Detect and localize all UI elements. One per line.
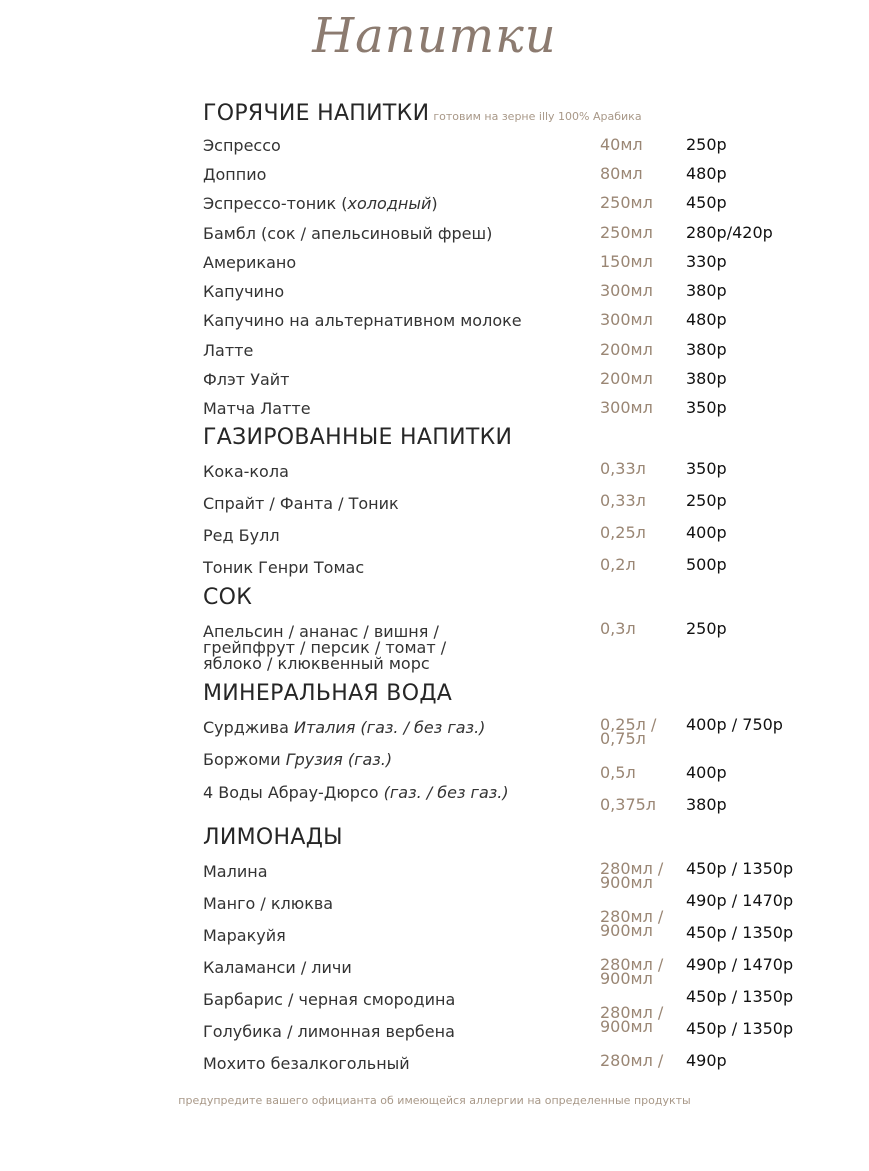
menu-item-name: Боржоми Грузия (газ.) bbox=[203, 750, 393, 769]
menu-item-price: 450р / 1350р bbox=[686, 1019, 794, 1038]
section-title-hot-drinks bbox=[203, 101, 642, 126]
menu-item-volume: 300мл bbox=[600, 281, 653, 300]
menu-item-volume: 0,3л bbox=[600, 619, 636, 638]
menu-item-price: 330р bbox=[686, 252, 727, 271]
menu-item-name: Доппио bbox=[203, 165, 267, 184]
menu-item-name: Эспрессо bbox=[203, 136, 281, 155]
menu-item-volume: 300мл bbox=[600, 398, 653, 417]
menu-item-name: Спрайт / Фанта / Тоник bbox=[203, 494, 399, 513]
menu-item-price: 400р bbox=[686, 523, 727, 542]
menu-item-price: 480р bbox=[686, 310, 727, 329]
menu-item-price: 380р bbox=[686, 340, 727, 359]
menu-item-volume: 200мл bbox=[600, 369, 653, 388]
menu-item-price: 450р / 1350р bbox=[686, 987, 794, 1006]
section-title-water: МИНЕРАЛЬНАЯ ВОДА bbox=[203, 681, 453, 706]
menu-item-price: 250р bbox=[686, 135, 727, 154]
allergy-note: предупредите вашего официанта об имеющейся аллергии на определенные продукты bbox=[178, 1094, 691, 1107]
menu-item-price: 450р / 1350р bbox=[686, 859, 794, 878]
menu-item-price: 380р bbox=[686, 369, 727, 388]
section-hot-title: ГОРЯЧИЕ НАПИТКИ bbox=[203, 101, 430, 126]
menu-item-name: Латте bbox=[203, 341, 254, 360]
menu-item-name: Барбарис / черная смородина bbox=[203, 990, 456, 1009]
menu-item-volume: 250мл bbox=[600, 193, 653, 212]
menu-item-price: 280р/420р bbox=[686, 223, 773, 242]
menu-item-volume: 280мл / 900мл bbox=[600, 859, 664, 892]
menu-item-name: Каламанси / личи bbox=[203, 958, 352, 977]
menu-item-name: Матча Латте bbox=[203, 399, 311, 418]
section-title-soda: ГАЗИРОВАННЫЕ НАПИТКИ bbox=[203, 425, 513, 450]
menu-item-volume: 200мл bbox=[600, 340, 653, 359]
menu-item-volume: 300мл bbox=[600, 310, 653, 329]
menu-item-price: 490р / 1470р bbox=[686, 955, 794, 974]
menu-item-name: Капучино bbox=[203, 282, 285, 301]
menu-item-volume: 0,33л bbox=[600, 491, 646, 510]
menu-item-volume: 0,5л bbox=[600, 763, 636, 782]
menu-item-name: Апельсин / ананас / вишня / грейпфрут / персик / томат / яблоко / клюквенный морс bbox=[203, 622, 447, 673]
menu-item-volume: 280мл / 900мл bbox=[600, 955, 664, 988]
menu-item-name: Малина bbox=[203, 862, 268, 881]
menu-item-price: 250р bbox=[686, 491, 727, 510]
menu-item-price: 400р / 750р bbox=[686, 715, 783, 734]
menu-item-price: 490р / 1470р bbox=[686, 891, 794, 910]
section-hot-subtitle: готовим на зерне illy 100% Арабика bbox=[433, 110, 642, 123]
menu-item-name: Тоник Генри Томас bbox=[203, 558, 365, 577]
menu-item-name: 4 Воды Абрау-Дюрсо (газ. / без газ.) bbox=[203, 783, 509, 802]
menu-item-price: 480р bbox=[686, 164, 727, 183]
menu-item-name: Голубика / лимонная вербена bbox=[203, 1022, 455, 1041]
menu-item-price: 500р bbox=[686, 555, 727, 574]
menu-item-price: 350р bbox=[686, 398, 727, 417]
menu-item-volume: 40мл bbox=[600, 135, 643, 154]
section-title-juice: СОК bbox=[203, 585, 253, 610]
menu-item-name: Эспрессо-тоник (холодный) bbox=[203, 194, 438, 213]
menu-item-volume: 250мл bbox=[600, 223, 653, 242]
menu-item-volume: 0,2л bbox=[600, 555, 636, 574]
menu-item-name: Сурджива Италия (газ. / без газ.) bbox=[203, 718, 486, 737]
menu-item-price: 450р / 1350р bbox=[686, 923, 794, 942]
menu-item-name: Флэт Уайт bbox=[203, 370, 290, 389]
menu-title: Напитки bbox=[312, 8, 557, 64]
menu-item-name: Ред Булл bbox=[203, 526, 280, 545]
menu-item-volume: 150мл bbox=[600, 252, 653, 271]
menu-item-name: Манго / клюква bbox=[203, 894, 334, 913]
menu-item-price: 380р bbox=[686, 281, 727, 300]
menu-item-volume: 80мл bbox=[600, 164, 643, 183]
menu-item-price: 250р bbox=[686, 619, 727, 638]
menu-item-volume: 0,33л bbox=[600, 459, 646, 478]
menu-item-volume: 280мл / 900мл bbox=[600, 907, 664, 940]
menu-item-volume: 0,25л bbox=[600, 523, 646, 542]
menu-item-name: Маракуйя bbox=[203, 926, 286, 945]
section-title-lemonade: ЛИМОНАДЫ bbox=[203, 825, 343, 850]
menu-item-volume: 280мл / bbox=[600, 1051, 664, 1070]
menu-item-price: 450р bbox=[686, 193, 727, 212]
menu-item-name: Американо bbox=[203, 253, 297, 272]
menu-item-name: Бамбл (сок / апельсиновый фреш) bbox=[203, 224, 493, 243]
menu-item-price: 380р bbox=[686, 795, 727, 814]
menu-item-price: 490р bbox=[686, 1051, 727, 1070]
menu-item-volume: 0,25л / 0,75л bbox=[600, 715, 657, 748]
menu-item-name: Капучино на альтернативном молоке bbox=[203, 311, 522, 330]
menu-item-price: 350р bbox=[686, 459, 727, 478]
menu-item-name: Кока-кола bbox=[203, 462, 289, 481]
menu-item-price: 400р bbox=[686, 763, 727, 782]
menu-item-name: Мохито безалкогольный bbox=[203, 1054, 410, 1073]
menu-item-volume: 280мл / 900мл bbox=[600, 1003, 664, 1036]
menu-item-volume: 0,375л bbox=[600, 795, 657, 814]
